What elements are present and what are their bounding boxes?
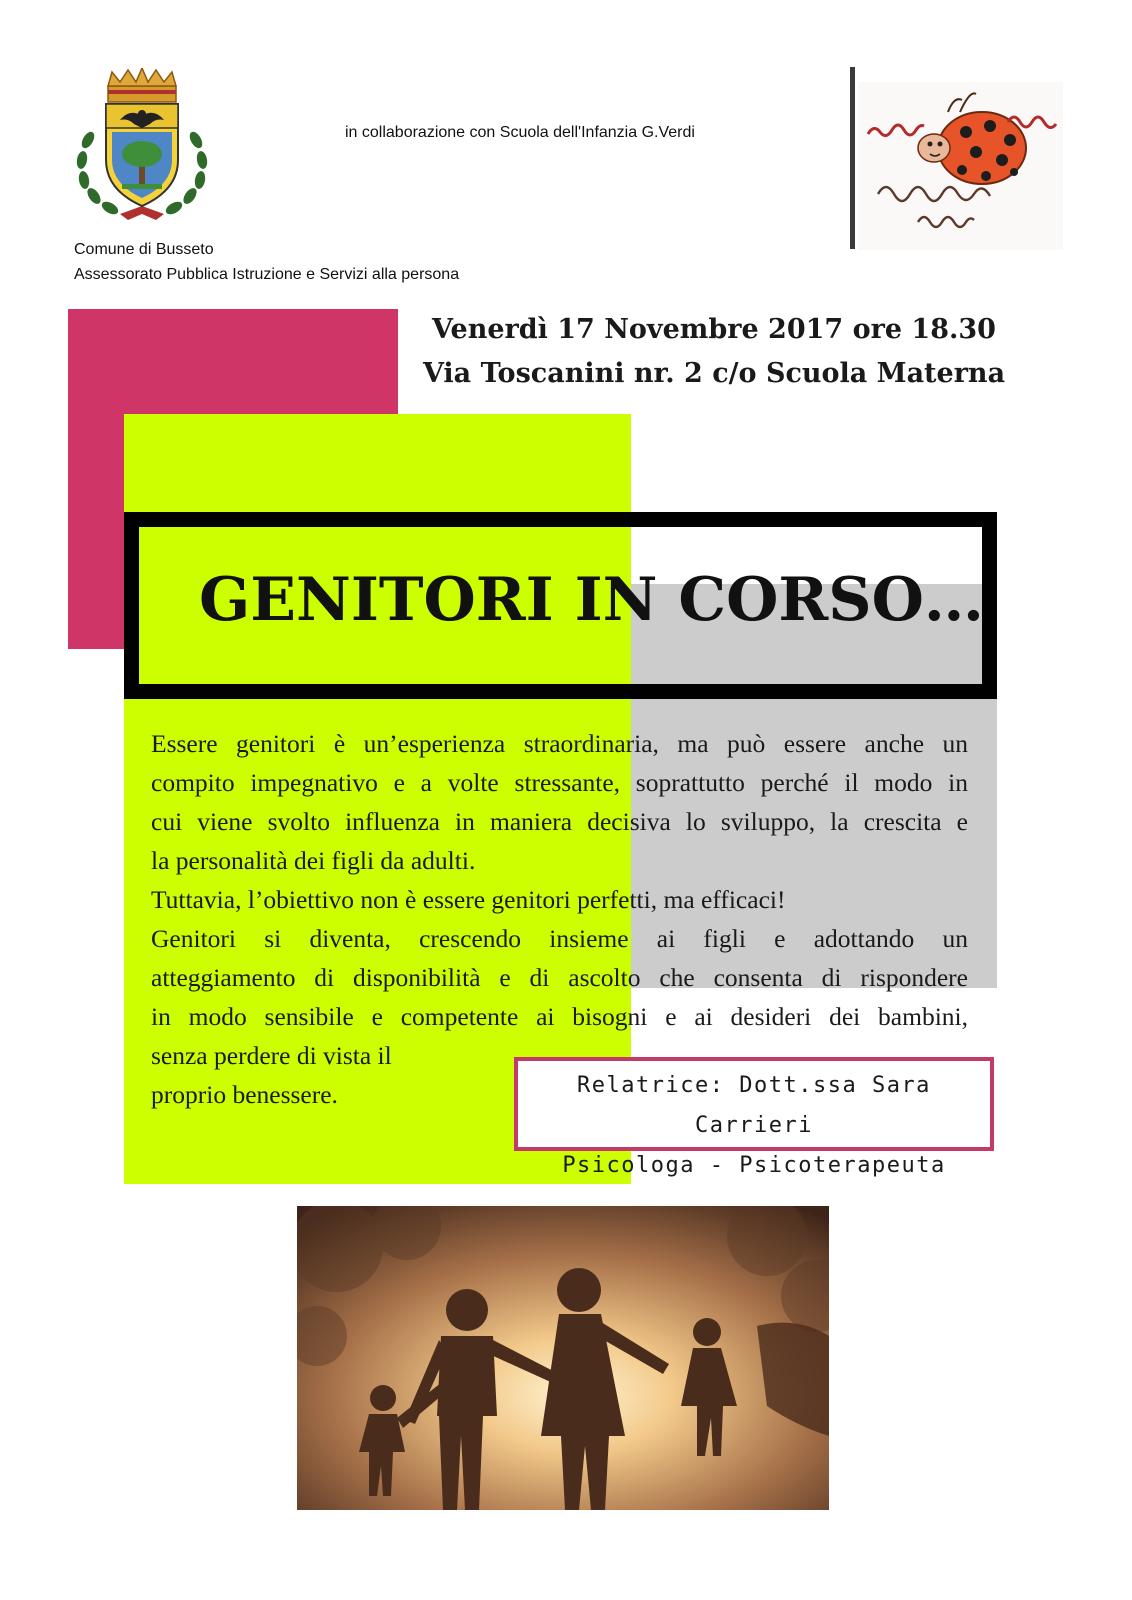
municipal-crest-icon [64, 68, 220, 224]
event-date: Venerdì 17 Novembre 2017 ore 18.30 [432, 314, 996, 345]
description-line: proprio benessere. [151, 1080, 338, 1109]
description-line: Tuttavia, l’obiettivo non è essere genitori perfetti, ma efficaci! [151, 885, 786, 914]
page-title: GENITORI IN CORSO… [199, 565, 984, 635]
description-line: compito impegnativo e a volte stressante, soprattutto perché il modo in [151, 768, 968, 797]
description-text [151, 724, 968, 1114]
paper-family-photo [297, 1206, 829, 1510]
municipality-name: Comune di Busseto [74, 241, 214, 258]
description-line: in modo sensibile e competente ai bisogni e ai desideri dei bambini, [151, 1002, 968, 1031]
description-line: cui viene svolto influenza in maniera decisiva lo sviluppo, la crescita e [151, 807, 968, 836]
description-line: Essere genitori è un’esperienza straordinaria, ma può essere anche un [151, 729, 968, 758]
description-line: Genitori si diventa, crescendo insieme ai figli e adottando un [151, 924, 968, 953]
header-divider [850, 67, 855, 249]
speaker-role: Psicologa - Psicoterapeuta [562, 1153, 946, 1178]
speaker-name: Relatrice: Dott.ssa Sara Carrieri [577, 1073, 931, 1138]
ladybug-logo-icon [858, 82, 1063, 250]
description-line: senza perdere di vista il [151, 1041, 392, 1070]
description-line: atteggiamento di disponibilità e di ascolto che consenta di rispondere [151, 963, 968, 992]
speaker-box [514, 1057, 994, 1178]
event-place: Via Toscanini nr. 2 c/o Scuola Materna [422, 358, 1006, 389]
department-name: Assessorato Pubblica Istruzione e Servizi alla persona [74, 266, 460, 283]
collaboration-note: in collaborazione con Scuola dell'Infanzia G.Verdi [345, 124, 695, 141]
municipality-block [74, 237, 459, 287]
description-line: la personalità dei figli da adulti. [151, 846, 476, 875]
